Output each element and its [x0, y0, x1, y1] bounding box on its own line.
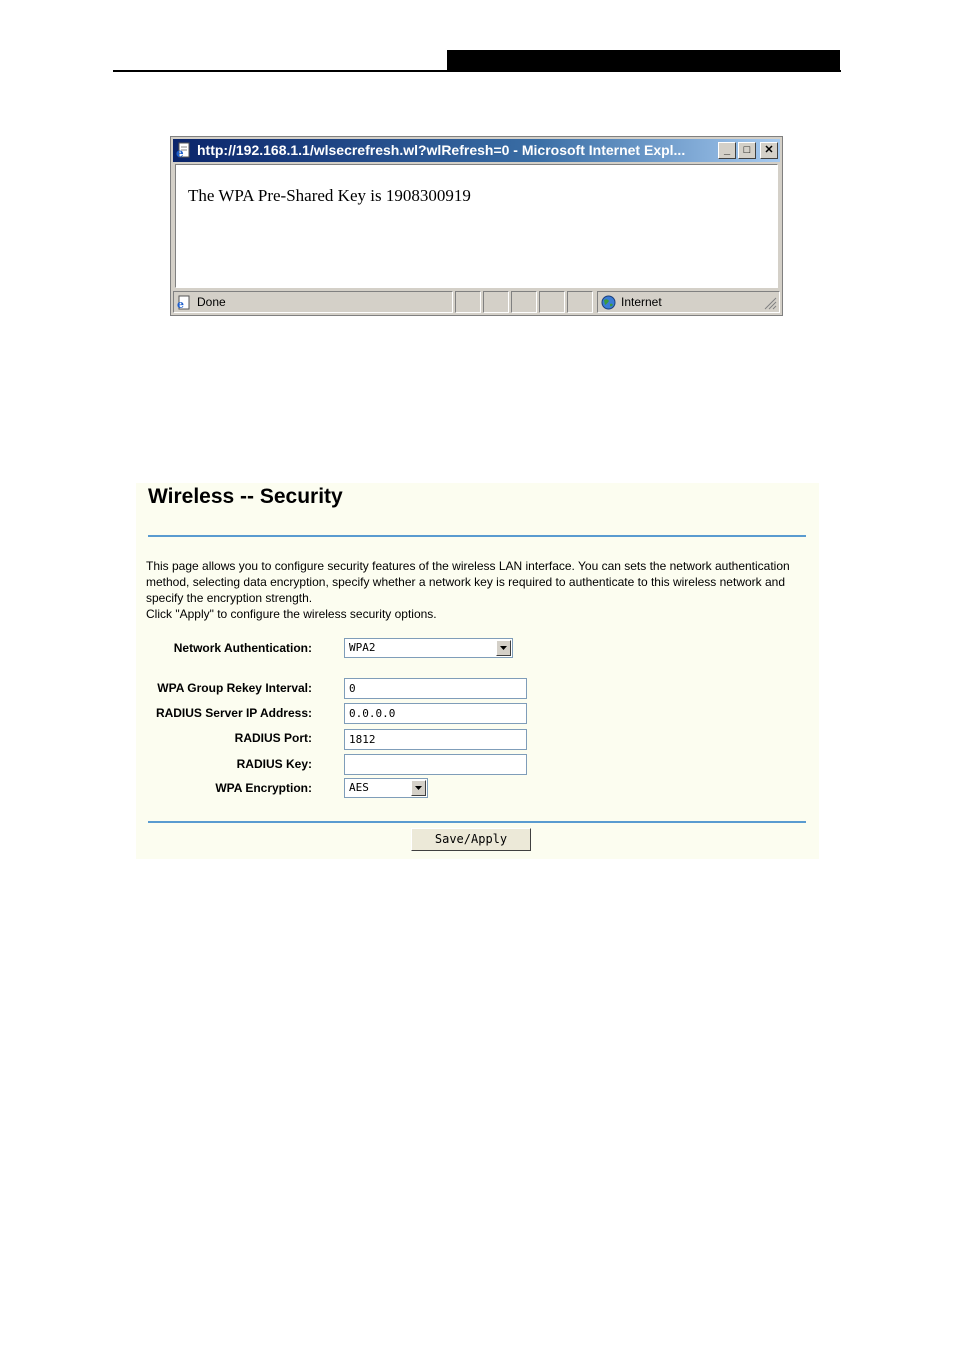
radius-port-input[interactable]: 1812 [344, 729, 527, 750]
description-apply-hint: Click "Apply" to configure the wireless security options. [146, 607, 437, 621]
wpa-encryption-label: WPA Encryption: [215, 781, 312, 795]
status-panel-empty [511, 291, 537, 313]
svg-text:e: e [176, 146, 184, 159]
status-panel-empty [483, 291, 509, 313]
chevron-down-icon[interactable] [496, 640, 511, 656]
page-title: Wireless -- Security [148, 485, 343, 508]
minimize-button[interactable]: _ [718, 142, 736, 159]
chevron-down-icon[interactable] [411, 780, 426, 796]
radius-ip-label: RADIUS Server IP Address: [155, 706, 312, 720]
radius-ip-input[interactable]: 0.0.0.0 [344, 703, 527, 724]
maximize-button[interactable]: □ [738, 142, 756, 159]
status-panel-zone [597, 291, 780, 313]
resize-grip-icon[interactable] [763, 296, 777, 310]
status-panel-empty [567, 291, 593, 313]
status-panel-empty [539, 291, 565, 313]
save-apply-button[interactable]: Save/Apply [411, 828, 531, 851]
ie-done-icon [177, 295, 192, 310]
page-description [146, 558, 796, 622]
ie-title-bar[interactable] [173, 139, 780, 162]
ie-status-bar [173, 291, 780, 313]
rekey-interval-input[interactable]: 0 [344, 678, 527, 699]
globe-icon [601, 295, 616, 310]
svg-text:e: e [177, 298, 184, 310]
wpa-encryption-select[interactable] [344, 778, 428, 798]
network-auth-value: WPA2 [349, 641, 376, 654]
psk-message: The WPA Pre-Shared Key is 1908300919 [188, 186, 471, 205]
status-done-text: Done [197, 295, 226, 309]
radius-port-label: RADIUS Port: [234, 731, 312, 745]
radius-key-label: RADIUS Key: [236, 757, 312, 771]
ie-content-area [175, 164, 778, 288]
ie-page-icon [176, 142, 193, 159]
ie-window-title: http://192.168.1.1/wlsecrefresh.wl?wlRefresh=0 - Microsoft Internet Expl... [197, 142, 686, 158]
bottom-divider [148, 821, 806, 823]
status-zone-text: Internet [621, 295, 662, 309]
wireless-security-panel [136, 483, 819, 859]
status-panel-main [173, 291, 453, 313]
wpa-encryption-value: AES [349, 781, 369, 794]
description-text: This page allows you to configure security features of the wireless LAN interface. You can sets the network authentication method, selecting data encryption, specify whether a network key is required to authenticate to this wireless network and specify the encryption strength. [146, 559, 790, 605]
close-button[interactable]: ✕ [760, 142, 778, 159]
status-panel-empty [455, 291, 481, 313]
network-auth-label: Network Authentication: [173, 641, 312, 655]
rekey-interval-label: WPA Group Rekey Interval: [157, 681, 312, 695]
radius-key-input[interactable] [344, 754, 527, 775]
ie-popup-window [170, 136, 783, 316]
page-header-bar [447, 50, 840, 70]
network-auth-select[interactable] [344, 638, 513, 658]
page-header-rule [113, 70, 841, 72]
title-divider [148, 535, 806, 537]
